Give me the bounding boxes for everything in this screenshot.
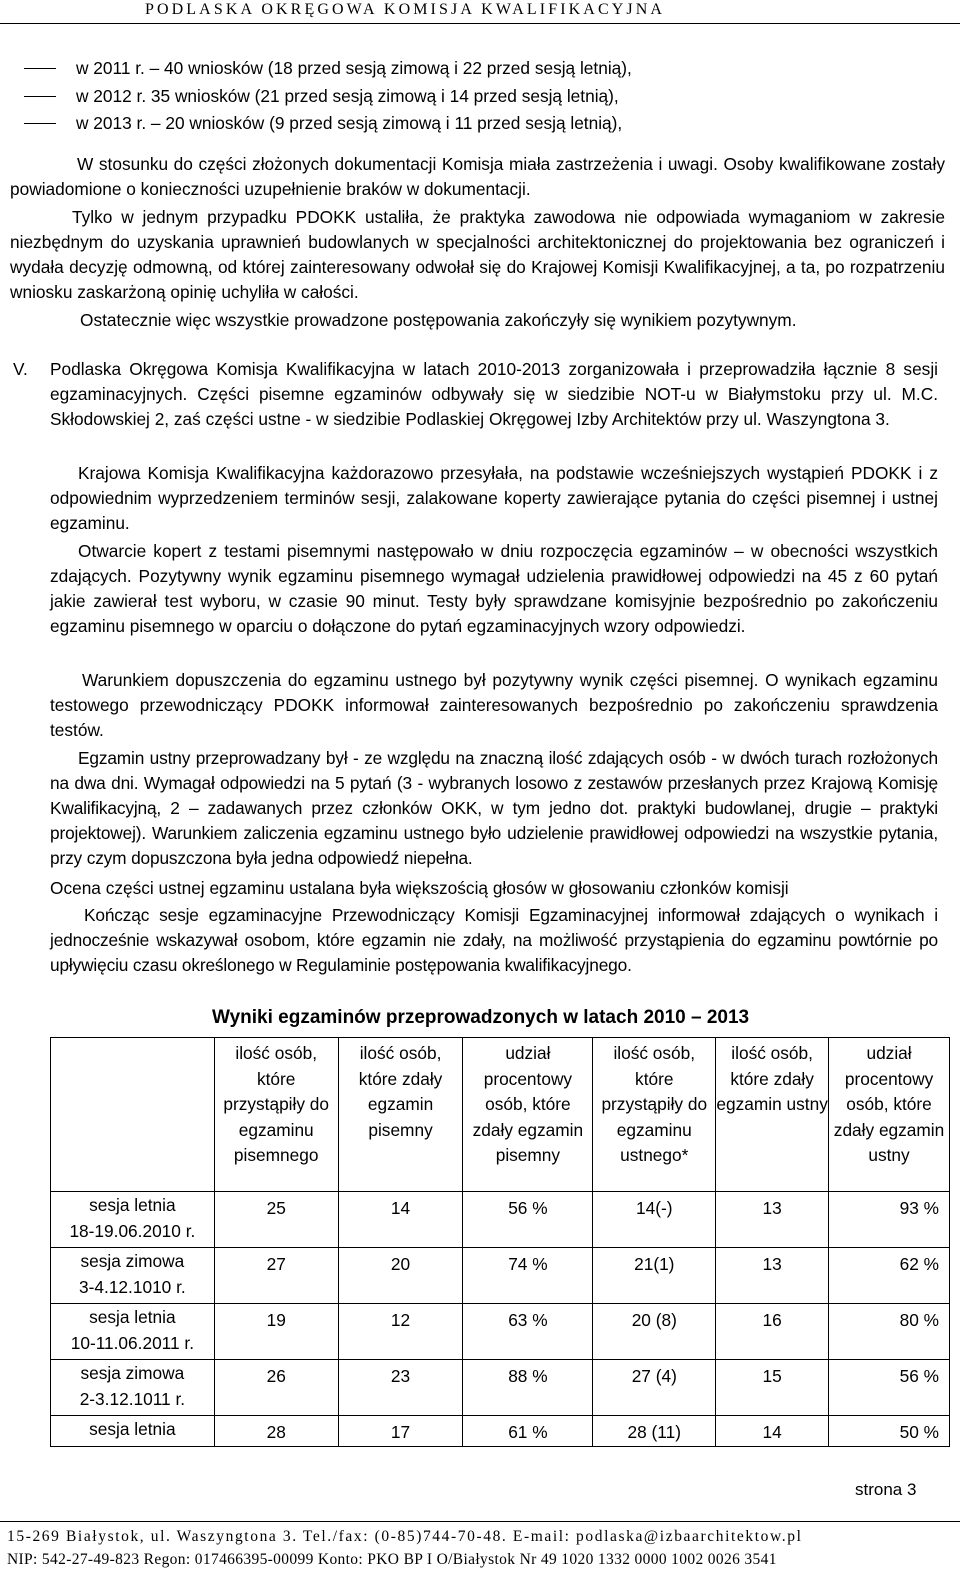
header-cell-oral-passed: ilość osób, które zdały egzamin ustny <box>716 1038 829 1192</box>
cell: 14(-) <box>593 1192 716 1248</box>
table-row <box>51 1192 950 1248</box>
paragraph-conclusion: Ostatecznie więc wszystkie prowadzone postępowania zakończyły się wynikiem pozytywnym. <box>80 310 797 330</box>
cell: 74 % <box>463 1248 593 1304</box>
header-title: PODLASKA OKRĘGOWA KOMISJA KWALIFIKACYJNA <box>145 1 666 18</box>
cell: 12 <box>338 1304 463 1360</box>
paragraph-oral-exam: Egzamin ustny przeprowadzany był - ze względu na znaczną ilość zdających osób - w dwóch turach rozłożonych na dwa dni. Wymagał odpowiedzi na 5 pytań (3 - wybranych losowo z zestawów przesłanych przez Krajową Komisję Kwalifikacyjną, 2 – zadawanych przez członków OKK, w tym jedno dot. praktyki budowlanej, drugie – praktyki projektowej). Warunkiem zaliczenia egzaminu ustnego było udzielenie prawidłowej odpowiedzi na wszystkie pytania, przy czym dopuszczona była jedna odpowiedź niepełna. <box>50 748 938 868</box>
cell: 13 <box>716 1192 829 1248</box>
paragraph-oral-admission: Warunkiem dopuszczenia do egzaminu ustnego był pozytywny wynik części pisemnej. O wynikach egzaminu testowego przewodniczący PDOKK informował zainteresowanych bezpośrednio po zakończeniu sprawdzenia testów. <box>50 670 938 740</box>
cell: 56 % <box>829 1360 950 1416</box>
table-row <box>51 1360 950 1416</box>
cell: 23 <box>338 1360 463 1416</box>
header-cell-session <box>51 1038 215 1192</box>
cell: 56 % <box>463 1192 593 1248</box>
bullet-text: w 2012 r. 35 wniosków (21 przed sesją zimową i 14 przed sesją letnią), <box>76 86 619 106</box>
cell: 28 <box>214 1416 338 1447</box>
footer-address: 15-269 Białystok, ul. Waszyngtona 3. Tel./fax: (0-85)744-70-48. E-mail: podlaska@izbaarchitektow.pl <box>7 1528 803 1545</box>
table-row <box>51 1416 950 1447</box>
paragraph-closing: Kończąc sesje egzaminacyjne Przewodniczący Komisji Egzaminacyjnej informował zdających o wynikach i jednocześnie wskazywał osobom, które egzamin nie zdały, na możliwość przystąpienia do egzaminu powtórnie po upływięciu czasu określonego w Regulaminie postępowania kwalifikacyjnego. <box>50 905 938 975</box>
cell: 15 <box>716 1360 829 1416</box>
cell: 62 % <box>829 1248 950 1304</box>
exam-results-table <box>50 1037 950 1447</box>
cell: 16 <box>716 1304 829 1360</box>
cell: 13 <box>716 1248 829 1304</box>
bullet-item-2013 <box>24 112 622 134</box>
dash-bullet-icon <box>24 123 56 124</box>
paragraph-written-exam: Otwarcie kopert z testami pisemnymi następowało w dniu rozpoczęcia egzaminów – w obecności wszystkich zdających. Pozytywny wynik egzaminu pisemnego wymagał udzielenia prawidłowej odpowiedzi na 45 z 60 pytań jakie zawierał test wyboru, w czasie 90 minut. Testy były sprawdzane komisyjnie bezpośrednio po zakończeniu egzaminu pisemnego w oparciu o dołączone do pytań egzaminacyjnych wzory odpowiedzi. <box>50 541 938 636</box>
cell: 80 % <box>829 1304 950 1360</box>
dash-bullet-icon <box>24 96 56 97</box>
cell: 20 (8) <box>593 1304 716 1360</box>
cell: 27 <box>214 1248 338 1304</box>
cell: 19 <box>214 1304 338 1360</box>
paragraph-remarks: W stosunku do części złożonych dokumentacji Komisja miała zastrzeżenia i uwagi. Osoby kwalifikowane zostały powiadomione o konieczności uzupełnienie braków w dokumentacji. <box>10 154 945 199</box>
paragraph-refusal: Tylko w jednym przypadku PDOKK ustaliła, że praktyka zawodowa nie odpowiada wymaganiom w zakresie niezbędnym do uzyskania uprawnień budowlanych w specjalności architektonicznej do projektowania bez ograniczeń i wydała decyzję odmowną, od której zainteresowany odwołał się do Krajowej Komisji Kwalifikacyjnej, a ta, po rozpatrzeniu wniosku zaskarżoną opinię uchyliła w całości. <box>10 207 945 302</box>
bullet-item-2012 <box>24 85 619 107</box>
session-cell: sesja letnia 10-11.06.2011 r. <box>51 1304 215 1360</box>
cell: 63 % <box>463 1304 593 1360</box>
session-cell: sesja zimowa 2-3.12.1011 r. <box>51 1360 215 1416</box>
header-cell-oral-percent: udział procentowy osób, które zdały egzamin ustny <box>829 1038 950 1192</box>
page-header <box>0 0 960 22</box>
page-number: strona 3 <box>855 1480 917 1499</box>
footer-registration: NIP: 542-27-49-823 Regon: 017466395-00099 Konto: PKO BP I O/Białystok Nr 49 1020 1332 0000 1002 0026 3541 <box>7 1551 777 1568</box>
bullet-item-2011 <box>24 57 632 79</box>
cell: 27 (4) <box>593 1360 716 1416</box>
table-header-row <box>51 1038 950 1192</box>
header-cell-written-percent: udział procentowy osób, które zdały egzamin pisemny <box>463 1038 593 1192</box>
header-rule <box>0 23 960 24</box>
header-cell-oral-attended: ilość osób, które przystąpiły do egzaminu ustnego* <box>593 1038 716 1192</box>
cell: 50 % <box>829 1416 950 1447</box>
paragraph-oral-grading: Ocena części ustnej egzaminu ustalana była większością głosów w głosowaniu członków komisji <box>50 878 789 898</box>
cell: 61 % <box>463 1416 593 1447</box>
header-cell-written-attended: ilość osób, które przystąpiły do egzaminu pisemnego <box>214 1038 338 1192</box>
paragraph-envelopes: Krajowa Komisja Kwalifikacyjna każdorazowo przesyłała, na podstawie wcześniejszych wystąpień PDOKK i z odpowiednim wyprzedzeniem terminów sesji, zalakowane koperty zawierające pytania do części pisemnej i ustnej egzaminu. <box>50 463 938 533</box>
cell: 21(1) <box>593 1248 716 1304</box>
section-label-v: V. <box>13 359 28 379</box>
cell: 93 % <box>829 1192 950 1248</box>
cell: 17 <box>338 1416 463 1447</box>
cell: 88 % <box>463 1360 593 1416</box>
bullet-text: w 2013 r. – 20 wniosków (9 przed sesją zimową i 11 przed sesją letnią), <box>76 113 623 133</box>
paragraph-sessions: Podlaska Okręgowa Komisja Kwalifikacyjna w latach 2010-2013 zorganizowała i przeprowadziła łącznie 8 sesji egzaminacyjnych. Części pisemne egzaminów odbywały się w siedzibie NOT-u w Białymstoku przy ul. M.C. Skłodowskiej 2, zaś części ustne - w siedzibie Podlaskiej Okręgowej Izby Architektów przy ul. Waszyngtona 3. <box>50 359 938 429</box>
footer-rule <box>0 1521 960 1522</box>
session-cell: sesja letnia <box>51 1416 215 1447</box>
header-cell-written-passed: ilość osób, które zdały egzamin pisemny <box>338 1038 463 1192</box>
dash-bullet-icon <box>24 68 56 69</box>
cell: 14 <box>716 1416 829 1447</box>
table-row <box>51 1248 950 1304</box>
cell: 26 <box>214 1360 338 1416</box>
bullet-text: w 2011 r. – 40 wniosków (18 przed sesją zimową i 22 przed sesją letnią), <box>76 58 632 78</box>
cell: 20 <box>338 1248 463 1304</box>
cell: 14 <box>338 1192 463 1248</box>
table-row <box>51 1304 950 1360</box>
session-cell: sesja letnia 18-19.06.2010 r. <box>51 1192 215 1248</box>
session-cell: sesja zimowa 3-4.12.1010 r. <box>51 1248 215 1304</box>
cell: 25 <box>214 1192 338 1248</box>
cell: 28 (11) <box>593 1416 716 1447</box>
table-title: Wyniki egzaminów przeprowadzonych w latach 2010 – 2013 <box>212 1007 750 1028</box>
